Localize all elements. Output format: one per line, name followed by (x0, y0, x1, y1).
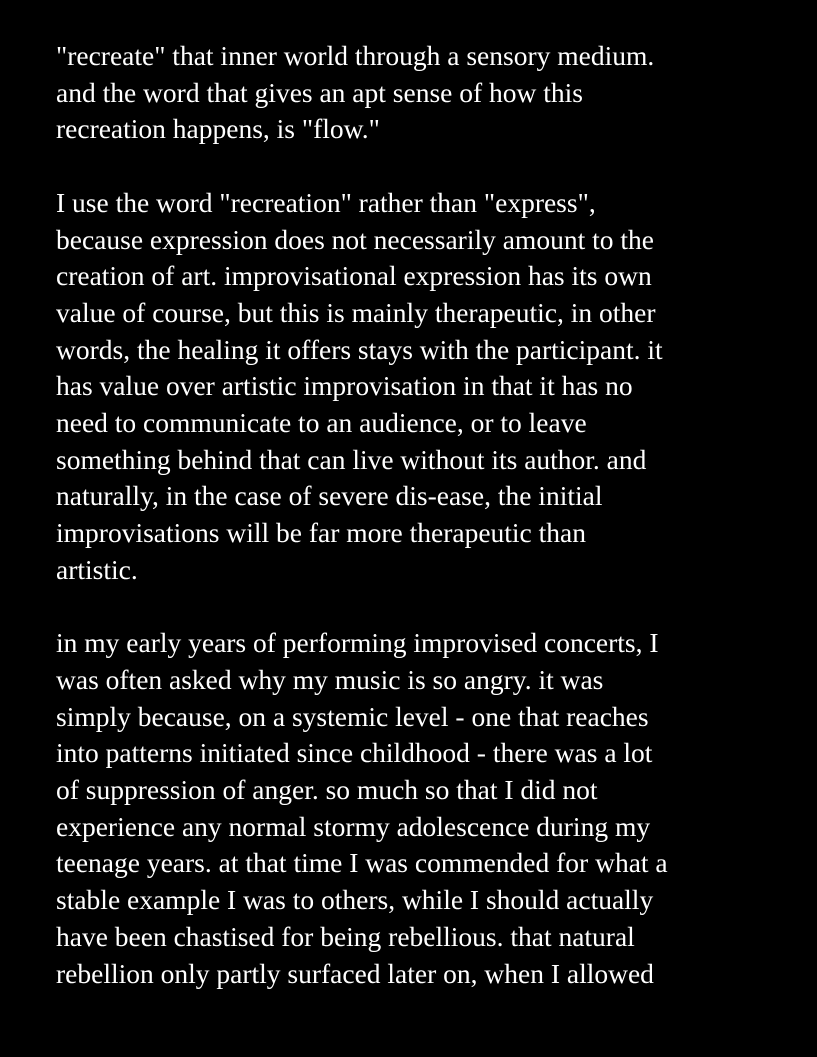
text-line: need to communicate to an audience, or to leave (56, 407, 587, 439)
text-line: because expression does not necessarily amount to the (56, 223, 654, 255)
document-page (56, 38, 796, 992)
text-line: was often asked why my music is so angry. it was (56, 663, 604, 695)
text-line: rebellion only partly surfaced later on, when I allowed (56, 957, 654, 989)
paragraph-1 (56, 38, 796, 148)
text-line: naturally, in the case of severe dis-ease, the initial (56, 480, 603, 512)
text-line: creation of art. improvisational expression has its own (56, 260, 652, 292)
text-line: experience any normal stormy adolescence during my (56, 810, 651, 842)
text-line: of suppression of anger. so much so that I did not (56, 774, 598, 806)
text-line: improvisations will be far more therapeutic than (56, 517, 586, 549)
text-line: have been chastised for being rebellious. that natural (56, 920, 635, 952)
text-line: has value over artistic improvisation in that it has no (56, 370, 633, 402)
paragraph-spacer (56, 589, 796, 626)
text-line: value of course, but this is mainly therapeutic, in other (56, 296, 656, 328)
text-line: in my early years of performing improvised concerts, I (56, 627, 659, 659)
text-line: stable example I was to others, while I should actually (56, 884, 654, 916)
text-line: simply because, on a systemic level - one that reaches (56, 700, 649, 732)
text-line: something behind that can live without its author. and (56, 443, 647, 475)
paragraph-spacer (56, 148, 796, 185)
text-line: and the word that gives an apt sense of how this (56, 76, 583, 108)
text-line: words, the healing it offers stays with the participant. it (56, 333, 663, 365)
paragraph-3 (56, 625, 796, 992)
text-line: teenage years. at that time I was commended for what a (56, 847, 668, 879)
text-line: into patterns initiated since childhood - there was a lot (56, 737, 653, 769)
paragraph-2 (56, 185, 796, 589)
text-line: "recreate" that inner world through a sensory medium. (56, 40, 655, 71)
text-line: recreation happens, is "flow." (56, 113, 380, 145)
text-line: I use the word "recreation" rather than "express", (56, 186, 596, 218)
text-line: artistic. (56, 553, 138, 585)
